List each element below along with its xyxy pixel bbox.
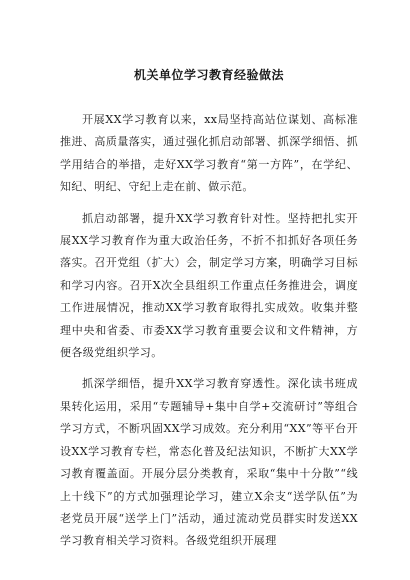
paragraph-intro: 开展XX学习教育以来，xx局坚持高站位谋划、高标准推进、高质量落实，通过强化抓启动部署、抓深学细悟、抓学用结合的举措，走好XX学习教育“第一方阵”，在学纪、知纪、明纪、守纪上走在前、做示范。 [60,113,358,194]
paragraph-launch-deployment: 抓启动部署，提升XX学习教育针对性。坚持把扎实开展XX学习教育作为重大政治任务，不折不扣抓好各项任务落实。召开党组（扩大）会，制定学习方案，明确学习目标和学习内容。召开X次全县组织工作重点任务推进会，调度工作进展情况，推动XX学习教育取得扎实成效。收集并整理中央和省委、市委XX学习教育重要会议和文件精神，方便各级党组织学习。 [60,211,358,360]
document-title: 机关单位学习教育经验做法 [133,68,284,82]
paragraph-deep-study: 抓深学细悟，提升XX学习教育穿透性。深化读书班成果转化运用，采用“专题辅导+集中自学+交流研讨”等组合学习方式，不断巩固XX学习成效。充分利用“XX”等平台开设XX学习教育专栏，常态化普及纪法知识，不断扩大XX学习教育覆盖面。开展分层分类教育，采取“集中十分散”“线上十线下”的方式加强理论学习，建立X余支“送学队伍”为老党员开展“送学上门”活动，通过流动党员群实时发送XX学习教育相关学习资料。各级党组织开展理 [60,377,358,548]
